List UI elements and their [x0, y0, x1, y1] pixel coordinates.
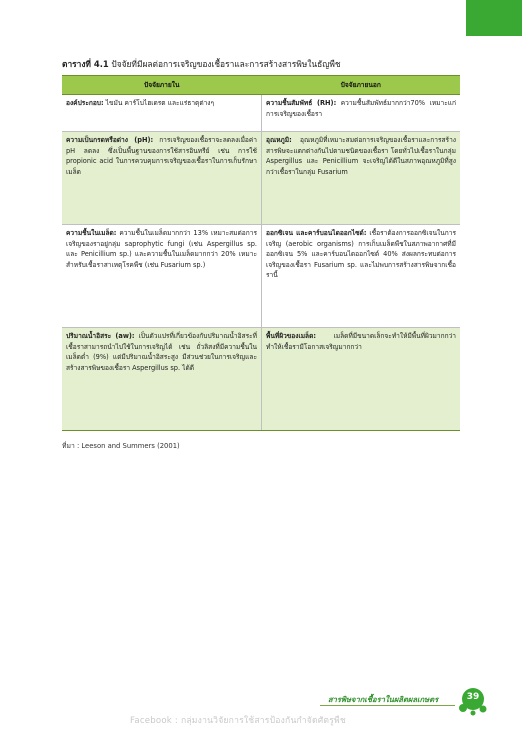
- factor-name: อุณหภูมิ:: [266, 136, 292, 144]
- factor-name: ปริมาณน้ำอิสระ (aw):: [66, 332, 135, 340]
- watermark: Facebook : กลุ่มงานวิจัยการใช้สารป้องกันกำจัดศัตรูพืช: [130, 716, 346, 726]
- table-row: [62, 132, 460, 225]
- table-cell: [262, 225, 461, 328]
- factor-desc: การเจริญของเชื้อราจะลดลงเมื่อค่า pH ลดลง ซึ่งเป็นพื้นฐานของการใช้สารอินทรีย์ เช่น การใช้ propionic acid ในการควบคุมการเจริญของเชื้อราในการเก็บรักษาเมล็ด: [66, 136, 257, 176]
- table-cell: [62, 132, 262, 225]
- table-row: [62, 328, 460, 431]
- factor-name: ความเป็นกรดหรือด่าง (pH):: [66, 136, 154, 144]
- table-header-row: [62, 76, 460, 95]
- table-cell: [62, 328, 262, 431]
- table-row: [62, 95, 460, 132]
- factor-desc: เป็นตัวแปรที่เกี่ยวข้องกับปริมาณน้ำอิสระที่เชื้อราสามารถนำไปใช้ในการเจริญได้ เช่น ถั่วลิสงที่มีความชื้นในเมล็ดต่ำ (9%) แต่มีปริมาณน้ำอิสระสูง มีส่วนช่วยในการเจริญและสร้างสารพิษของเชื้อรา Aspergillus sp. ได้ดี: [66, 332, 257, 372]
- factor-desc: ไขมัน คาร์โบไฮเดรต และแร่ธาตุต่างๆ: [103, 99, 215, 107]
- factor-desc: ความชื้นสัมพัทธ์มากกว่า70% เหมาะแก่การเจริญของเชื้อรา: [266, 99, 457, 118]
- factor-name: ความชื้นสัมพัทธ์ (RH):: [266, 99, 337, 107]
- factor-desc: เมล็ดที่มีขนาดเล็กจะทำให้มีพื้นที่ผิวมากกว่า ทำให้เชื้อรามีโอกาสเจริญมากกว่า: [266, 332, 456, 351]
- table-cell: [62, 95, 262, 132]
- factor-name: องค์ประกอบ:: [66, 99, 104, 107]
- footer-divider: [320, 705, 455, 706]
- table-caption-text: ปัจจัยที่มีผลต่อการเจริญของเชื้อราและการสร้างสารพิษในธัญพืช: [111, 59, 341, 69]
- factor-desc: ความชื้นในเมล็ดมากกว่า 13% เหมาะสมต่อการเจริญของราอยู่กลุ่ม saprophytic fungi (เช่น Aspergillus sp. และ Penicillium sp.) และความชื้นในเมล็ดมากกว่า 20% เหมาะสำหรับเชื้อราสาเหตุโรคพืช (เช่น Fusarium sp.): [66, 229, 257, 269]
- page-number: 39: [466, 692, 480, 702]
- table-cell: [62, 225, 262, 328]
- factors-table: [62, 75, 460, 431]
- factor-name: ความชื้นในเมล็ด:: [66, 229, 117, 237]
- header-internal-factors: ปัจจัยภายใน: [62, 76, 262, 95]
- table-cell: [262, 328, 461, 431]
- table-cell: [262, 132, 461, 225]
- table-row: [62, 225, 460, 328]
- table-source: ที่มา : Leeson and Summers (2001): [62, 442, 180, 450]
- factor-desc: เชื้อราต้องการออกซิเจนในการเจริญ (aerobic organisms) การเก็บเมล็ดพืชในสภาพอากาศที่มีออกซิเจน 5% และคาร์บอนไดออกไซด์ 40% ส่งผลกระทบต่อการเจริญของเชื้อรา Fusarium sp. และไม่พบการสร้างสารพิษจากเชื้อรานี้: [266, 229, 456, 279]
- header-external-factors: ปัจจัยภายนอก: [262, 76, 461, 95]
- factor-desc: อุณหภูมิที่เหมาะสมต่อการเจริญของเชื้อราและการสร้างสารพิษจะแตกต่างกันไปตามชนิดของเชื้อรา โดยทั่วไปเชื้อราในกลุ่ม Aspergillus และ Penicillium จะเจริญได้ดีในสภาพอุณหภูมิที่สูงกว่าเชื้อราในกลุ่ม Fusarium: [266, 136, 456, 176]
- table-caption: [62, 58, 462, 70]
- chapter-tab: [460, 0, 522, 36]
- page-top-band: [0, 0, 522, 36]
- factor-name: พื้นที่ผิวของเมล็ด:: [266, 332, 317, 340]
- factor-name: ออกซิเจน และคาร์บอนไดออกไซด์:: [266, 229, 367, 237]
- book-title: สารพิษจากเชื้อราในผลิตผลเกษตร: [328, 695, 439, 704]
- table-cell: [262, 95, 461, 132]
- table-number: ตารางที่ 4.1: [62, 59, 109, 69]
